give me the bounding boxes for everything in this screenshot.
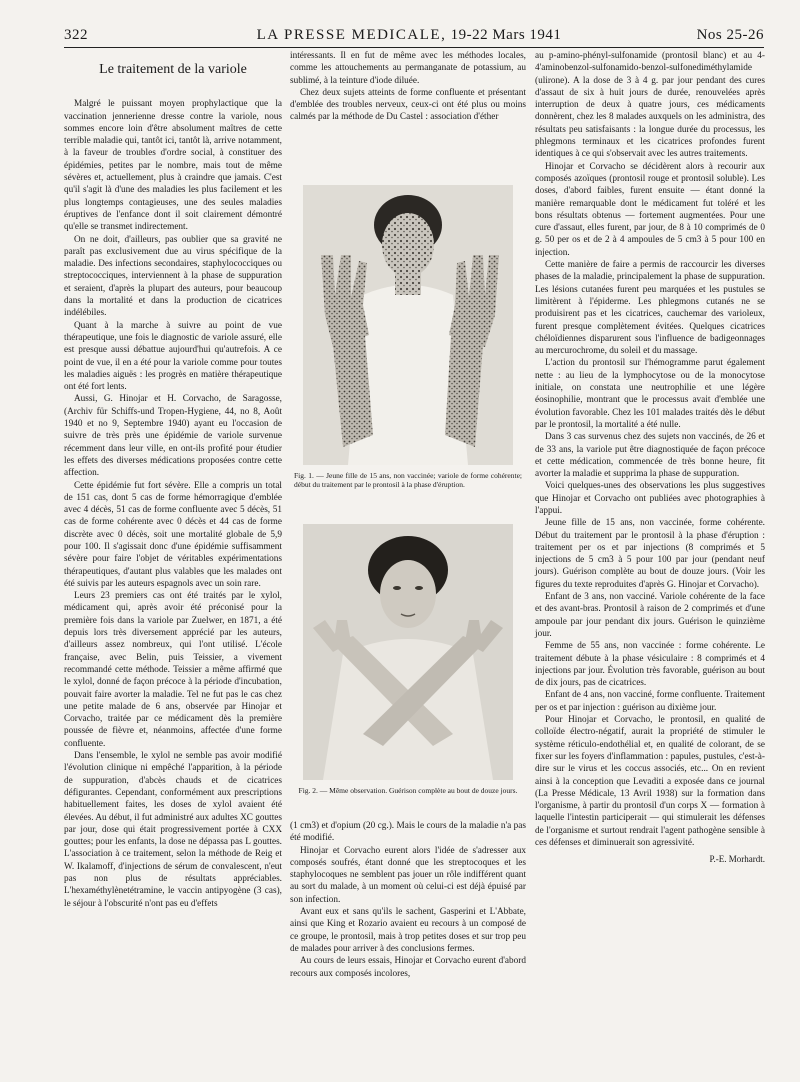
paragraph: Cette manière de faire a permis de raccourcir les diverses phases de la maladie, principalement la phase de suppuration. Les lésions cutanées furent peu marquées et les pustules se limitèrent à l'épiderme. Les phlegmons cutanés ne se produisirent pas et les cicatrices, cauchemar des varioleux, furent presque complètement évitées. Quelques cicatrices chéloïdiennes disparurent sous l'influence de badigeonnages au mercurochrome, du soleil et du massage.: [535, 260, 765, 357]
paragraph: On ne doit, d'ailleurs, pas oublier que sa gravité ne paraît pas exclusivement due au virus spécifique de la maladie. Des infections secondaires, staphylococciques ou streptococciques, interviennent à la phase de suppuration et seraient, d'après la plupart des auteurs, pour beaucoup dans la mortalité et dans la production de cicatrices indélébiles.: [64, 234, 282, 319]
journal-title-line: [144, 27, 674, 44]
page-number: 322: [64, 27, 88, 43]
paragraph: Dans 3 cas survenus chez des sujets non vaccinés, de 26 et de 33 ans, la variole put être diagnostiquée de façon précoce et cette médication, commencée de très bonne heure, fit avorter la maladie et supprima la phase de suppuration.: [535, 432, 765, 480]
figure-1-caption: Fig. 1. — Jeune fille de 15 ans, non vaccinée; variole de forme cohérente; début du traitement par le prontosil à la phase d'éruption.: [294, 471, 522, 489]
paragraph: Leurs 23 premiers cas ont été traités par le xylol, médicament qui, après avoir été préconisé pour la première fois dans la variole par Zuelwer, en 1871, a été depuis lors très diversement apprécié par les auteurs, d'ailleurs assez nombreux, qui l'ont utilisé. L'école française, avec Belin, puis Teissier, a vivement recommandé cette méthode. Teissier a même affirmé que le xylol, donné de façon précoce à la période d'incubation, pouvait faire avorter la maladie. Tel ne fut pas le cas chez une petite malade de 6 ans, observée par Hinojar et Corvacho, traitée par ce médicament dès la première poussée de fièvre et, néanmoins, affectée d'une forme confluente.: [64, 591, 282, 749]
figure-2: [294, 524, 522, 795]
paragraph: Pour Hinojar et Corvacho, le prontosil, en qualité de colloïde électro-négatif, aurait la propriété de stimuler le système réticulo-endothélial et, en qualité de colorant, de se fixer sur les foyers d'inflammation : papules, pustules, c'est-à-dire sur le virus et les coccus associés, etc... On en revient ainsi à la conception que Levaditi a exposée dans ce journal (La Presse Médicale, 13 Avril 1938) sur la formation dans l'organisme, à partir du prontosil d'un corps X — formation à laquelle l'intestin participerait — qui stimulerait les défenses de l'organisme et surtout rendrait l'agent pathogène sensible à ces défenses et diminuerait son agressivité.: [535, 715, 765, 848]
paragraph: Quant à la marche à suivre au point de vue thérapeutique, une fois le diagnostic de variole assuré, elle est presque aussi débattue aujourd'hui qu'autrefois. A ce point de vue, il en a été pour la variole comme pour toutes les maladies aiguës : les progrès en matière thérapeutique ont été fort lents.: [64, 320, 282, 393]
paragraph: Hinojar et Corvacho eurent alors l'idée de s'adresser aux composés soufrés, étant donné que les streptocoques et les staphylocoques ne semblent pas jouer un rôle indifférent quant au sort du malade, à un moment où celui-ci est déjà épuisé par son infection.: [290, 845, 526, 905]
paragraph: L'action du prontosil sur l'hémogramme parut également nette : au lieu de la lymphocytose ou de la monocytose initiale, on constata une neutrophilie et une légère éosinophilie, montrant que le processus avait d'emblée une évolution favorable. Chez les 101 malades traités dès le début par le prontosil, la mortalité a été nulle.: [535, 358, 765, 430]
figure-2-caption: Fig. 2. — Même observation. Guérison complète au bout de douze jours.: [298, 786, 518, 795]
column-3: [535, 50, 765, 866]
paragraph: Au cours de leurs essais, Hinojar et Corvacho eurent d'abord recours aux composés incolores,: [290, 956, 526, 979]
article-title: Le traitement de la variole: [99, 62, 247, 77]
issue-number: Nos 25-26: [696, 27, 764, 43]
paragraph: Cette épidémie fut fort sévère. Elle a compris un total de 151 cas, dont 5 cas de forme hémorragique d'emblée avec 4 décès, 51 cas de forme confluente avec 5 décès, 51 cas de forme cohérente avec 0 décès et 44 cas de forme discrète avec 0 décès, soit une mortalité globale de 5,9 pour 100. Il s'agissait donc d'une épidémie suffisamment sévère pour faire l'objet de véritables expérimentations thérapeutiques, d'autant plus valables que les malades ont été suivis par les auteurs espagnols avec un soin rare.: [64, 480, 282, 589]
paragraph: Hinojar et Corvacho se décidèrent alors à recourir aux composés azoïques (prontosil rouge et prontosil soluble). Les doses, d'abord faibles, furent ensuite — étant donné la manière remarquable dont le médicament fut toléré et les bons résultats obtenus — fortement augmentées. Pour une cure d'assaut, elles furent, par jour, de 8 à 10 comprimés de 0 g. 50 per os et de 2 à 4 ampoules de 5 cm3 à 5 pour 100 en injection.: [535, 161, 765, 258]
paragraph: intéressants. Il en fut de même avec les méthodes locales, comme les attouchements au permanganate de potassium, au sublimé, à la teinture d'iode diluée.: [290, 51, 526, 86]
paragraph: au p-amino-phényl-sulfonamide (prontosil blanc) et au 4-4'aminobenzol-sulfonamido-benzol-sulfonediméthylamide (ulirone). A la dose de 3 à 4 g. par jour pendant des cures d'assaut de six à huit jours de durée, renouvelées après interruption de deux à quatre jours, ces médicaments donnèrent, chez les 8 malades auxquels on les administra, des résultats peu satisfaisants : la longue durée du processus, les phlegmons terminaux et les cicatrices profondes furent identiques à ce qui s'observait avec les autres traitements.: [535, 51, 765, 160]
paragraph: Enfant de 3 ans, non vacciné. Variole cohérente de la face et des avant-bras. Prontosil à raison de 2 comprimés et d'une ampoule par jour pendant dix jours. Guérison le quinzième jour.: [535, 592, 765, 639]
paragraph: Jeune fille de 15 ans, non vaccinée, forme cohérente. Début du traitement par le prontosil à la phase d'éruption : traitement per os et par injections (8 comprimés et 5 injections de 5 cm3 à 5 pour 100 par jour (pendant neuf jours). Guérison complète au bout de douze jours. (Voir les figures du texte reproduites d'après G. Hinojar et Corvacho).: [535, 518, 765, 590]
paragraph: Voici quelques-unes des observations les plus suggestives que Hinojar et Corvacho ont publiées avec photographies à l'appui.: [535, 481, 765, 516]
paragraph: Femme de 55 ans, non vaccinée : forme cohérente. Le traitement débute à la phase vésiculaire : 8 comprimés et 4 injections par jour. Évolution très favorable, guérison au bout de dix jours, pas de cicatrices.: [535, 641, 765, 689]
figure-2-photo: [303, 524, 513, 780]
paragraph: (1 cm3) et d'opium (20 cg.). Mais le cours de la maladie n'a pas été modifié.: [290, 821, 526, 844]
page-header: [64, 18, 764, 48]
paragraph: Dans l'ensemble, le xylol ne semble pas avoir modifié l'évolution clinique ni empêché l'apparition, à la période de suppuration, d'abcès chauds et de cicatrices défigurantes. Cependant, conformément aux prescriptions habituellement faites, les doses de xylol avaient été élevées. Au début, il fut administré aux adultes XC gouttes par jour, dose qui était progressivement portée à CXX gouttes; pour les enfants, la dose ne dépassa pas L gouttes. L'association à ce traitement, selon la méthode de Reig et W. Ikalamoff, d'injections de sérum de convalescent, n'eut pas non plus de résultats appréciables. L'hexaméthylènetétramine, le vaccin antipyogène (3 cas), le séjour à l'obscurité n'ont pas eu d'effets: [64, 751, 282, 909]
issue-date: 19-22 Mars 1941: [450, 27, 562, 43]
paragraph: Enfant de 4 ans, non vacciné, forme confluente. Traitement per os et par injection : guérison au dixième jour.: [535, 690, 765, 713]
column-2-bottom: [290, 820, 526, 980]
author-signature: P.-E. Morhardt.: [709, 854, 765, 865]
figure-1-photo: [303, 185, 513, 465]
paragraph: Malgré le puissant moyen prophylactique que la vaccination jennerienne dresse contre la variole, nous sommes encore loin d'être absolument maîtres de cette terrible maladie qui, tantôt ici, tantôt là, arrive notamment, à la faveur de troubles d'ordre social, à constituer des épidémies, petites par le nombre, mais tout de même sévères et, actuellement, plus à craindre que jamais. C'est qu'il s'agit là d'une des maladies les plus facilement et les plus longtemps contagieuses, une des seules maladies éruptives de l'enfance dont il soit clairement démontré qu'elle se transmet indirectement.: [64, 99, 282, 233]
column-2-top: [290, 50, 526, 124]
figure-1: [294, 185, 522, 489]
column-1: [64, 50, 282, 910]
paragraph: Avant eux et sans qu'ils le sachent, Gasperini et L'Abbate, ainsi que King et Rozario avaient eu recours à un composé de ce groupe, le prontosil, mais à trop petites doses et sur trop peu de malades pour arriver à des conclusions fermes.: [290, 907, 526, 954]
paragraph: Aussi, G. Hinojar et H. Corvacho, de Saragosse, (Archiv für Schiffs-und Tropen-Hygiene, 44, no 8, Août 1940 et no 9, Septembre 1940) ayant eu l'occasion de suivre de très près une épidémie de variole survenue récemment dans leur ville, en ont-ils profité pour étudier les effets des diverses médications proposées contre cette affection.: [64, 394, 282, 479]
paragraph: Chez deux sujets atteints de forme confluente et présentant d'emblée des troubles nerveux, ceux-ci ont été plus ou moins calmés par la méthode de Du Castel : association d'éther: [290, 87, 526, 123]
journal-name: LA PRESSE MEDICALE,: [256, 27, 447, 43]
